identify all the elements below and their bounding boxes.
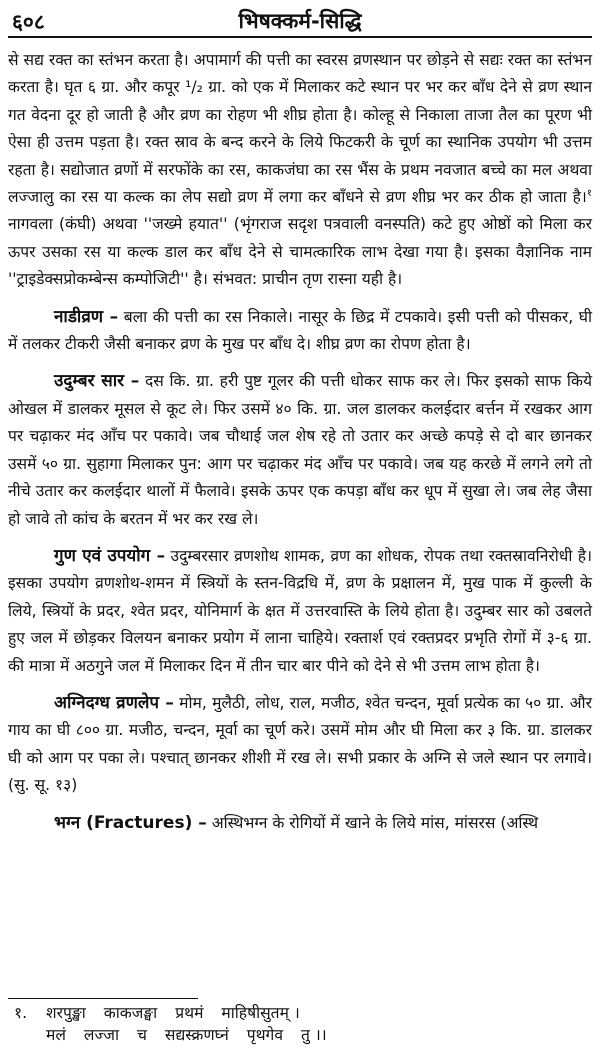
paragraph-text: अस्थिभग्न के रोगियों में खाने के लिये मांस, मांसरस (अस्थि [206,813,539,832]
footnote-word: लज्जा [83,1026,120,1044]
footnote-divider [8,998,198,999]
footnote [14,1002,592,1046]
paragraph-text: दस कि. ग्रा. हरी पुष्ट गूलर की पत्ती धोकर साफ कर ले। फिर इसको साफ किये ओखल में डालकर मूसल से कूट ले। फिर उसमें ४० कि. ग्रा. जल डालकर कलईदार बर्त्तन में रखकर आग पर चढ़ाकर मंद आँच पर पकावे। जब चौथाई जल शेष रहे तो उतार कर अच्छे कपड़े से दो बार छानकर उसमें ५० ग्रा. सुहागा मिलाकर पुन: आग पर चढ़ाकर मंद आँच पर पकावे। जब यह करछे में लगने लगे तो नीचे उतार कर कलईदार थालों में फैलावे। इसके ऊपर एक कपड़ा बाँध कर धूप में सुखा ले। जब लेह जैसा हो जावे तो कांच के बरतन में भर कर रख ले। [8,372,592,528]
page-header [8,6,592,38]
footnote-line-1 [14,1002,592,1024]
footnote-reference: १ [586,187,592,199]
section-heading: गुण एवं उपयोग – [54,545,166,566]
section-heading: अग्निदग्ध व्रणलेप – [54,692,174,713]
running-title: भिषक्कर्म-सिद्धि [238,9,362,33]
footnote-number: १. [14,1004,28,1022]
page-number: ६०८ [12,10,45,34]
footnote-word: प्रथमं [175,1004,204,1022]
page-body [8,47,592,837]
footnote-word: माहिषीसुतम् । [221,1004,300,1022]
paragraph-udumbar-sar [8,368,592,532]
paragraph-nadivrana [8,304,592,359]
section-heading: उदुम्बर सार – [54,371,140,392]
paragraph-text: उदुम्बरसार व्रणशोथ शामक, व्रण का शोधक, रोपक तथा रक्तस्रावनिरोधी है। इसका उपयोग व्रणशोथ-शमन में स्त्रियों के स्तन-विद्रधि में, व्रण के प्रक्षालन में, मुख पाक में कुल्ली के लिये, स्त्रियों के प्रदर, श्वेत प्रदर, योनिमार्ग के क्षत में उत्तरवास्ति के लिये होता है। उदुम्बर सार को उबलते हुए जल में छोड़कर विलयन बनाकर प्रयोग में लाना चाहिये। रक्तार्श एवं रक्तप्रदर प्रभृति रोगों में ३-६ ग्रा. की मात्रा में अठगुने जल में मिलाकर दिन में तीन चार बार पीने को देने से भी उत्तम लाभ होता है। [8,546,592,675]
paragraph-text: बला की पत्ती का रस निकाले। नासूर के छिद्र में टपकावे। इसी पत्ती को पीसकर, घी में तलकर टीकरी जैसी बनाकर व्रण के मुख पर बाँध दे। शीघ्र व्रण का रोपण होता है। [8,307,592,354]
paragraph-text: ग्रा. को एक में मिलाकर कटे स्थान पर भर कर बाँध देने से व्रण स्थान गत वेदना दूर हो जाती है और व्रण का रोहण भी शीघ्र होता है। कोल्हू से निकाला ताजा तैल का पूरण भी ऐसा ही उत्तम पड़ता है। रक्त स्राव के बन्द करने के लिये फिटकरी के चूर्ण का स्थानिक उपयोग भी उत्तम रहता है। सद्योजात व्रणों में सरफोंके का रस, काकजंघा का रस भैंस के प्रथम नवजात बच्चे का मल अथवा लज्जालु का रस या कल्क का लेप सद्यो व्रण में लगा कर बाँधने से व्रण शीघ्र भर कर ठीक हो जाता है। [8,78,592,207]
footnote-word: मलं [46,1026,66,1044]
paragraph-text: मोम, मुलैठी, लोध, राल, मजीठ, श्वेत चन्दन, मूर्वा प्रत्येक का ५० ग्रा. और गाय का घी ८०० ग्रा. मजीठ, चन्दन, मूर्वा का चूर्ण करे। उसमें मोम और घी मिला कर ३ कि. ग्रा. डालकर घी को आग पर पका ले। पश्चात् छानकर शीशी में रख ले। सभी प्रकार के अग्नि से जले स्थान पर लगावे। (सु. सू. १३) [8,693,593,795]
section-heading: भग्न (Fractures) – [54,812,207,833]
paragraph-text: नागवला (कंघी) अथवा ''जख्मे हयात'' (भृंगराज सदृश पत्रवाली वनस्पति) कटे हुए ओष्ठों को मिला कर ऊपर उसका रस या कल्क डाल कर बाँध देने से चामत्कारिक लाभ देखा गया है। इसका वैज्ञानिक नाम ''ट्राइडेक्सप्रोकम्बेन्स कम्पोजिटी'' है। संभवत: प्राचीन तृण रास्ना यही है। [8,215,592,289]
footnote-word: च [137,1026,147,1044]
paragraph-burn-ointment [8,690,592,800]
footnote-line-2 [14,1024,592,1046]
paragraph-text: से सद्य रक्त का स्तंभन करता है। अपामार्ग की पत्ती का स्वरस व्रणस्थान पर छोड़ने से सद्यः रक्त का स्तंभन करता है। घृत ६ ग्रा. और कपूर [8,51,592,97]
paragraph-wound-treatment [8,47,592,294]
fraction-half: ¹/₂ [185,78,203,97]
footnote-word: शरपुङ्खा [46,1004,86,1022]
paragraph-fractures [8,810,592,837]
footnote-word: काकजङ्घा [103,1004,158,1022]
footnote-word: सद्यस्क्रणघ्नं [164,1026,229,1044]
paragraph-properties-uses [8,543,592,680]
section-heading: नाडीव्रण – [54,306,119,327]
footnote-word: पृथगेव [246,1026,284,1044]
footnote-word: तु ।। [301,1026,327,1044]
